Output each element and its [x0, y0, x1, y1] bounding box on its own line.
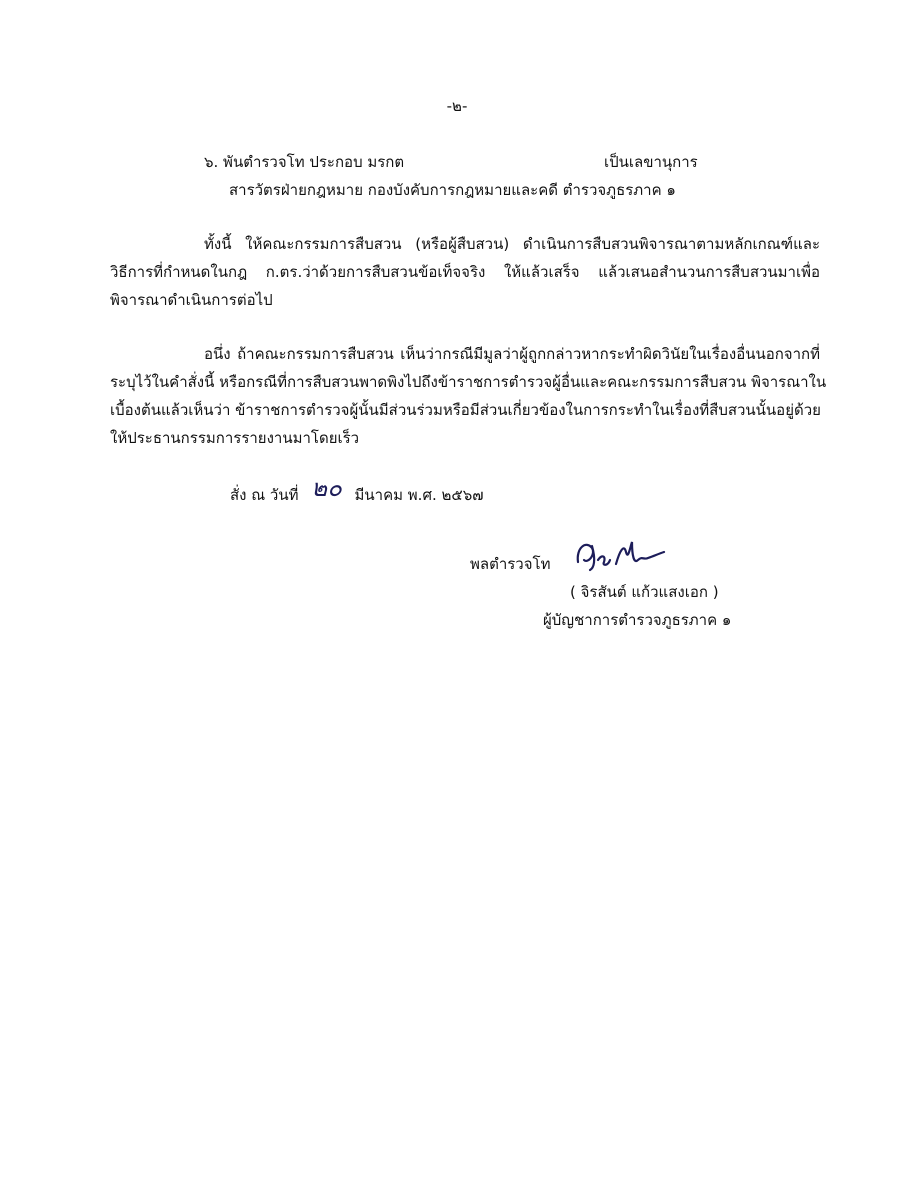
order-date	[230, 474, 484, 505]
member-name: ๖. พันตำรวจโท ประกอบ มรกต	[204, 153, 405, 171]
signatory-rank: พลตำรวจโท	[470, 555, 551, 573]
order-date-prefix: สั่ง ณ วันที่	[230, 486, 299, 504]
signatory-title: ผู้บัญชาการตำรวจภูธรภาค ๑	[543, 611, 732, 629]
paragraph-1-line-1: ทั้งนี้ ให้คณะกรรมการสืบสวน (หรือผู้สืบสวน) ดำเนินการสืบสวนพิจารณาตามหลักเกณฑ์และ	[204, 235, 820, 253]
order-date-month-year: มีนาคม พ.ศ. ๒๕๖๗	[354, 486, 484, 504]
page-number: -๒-	[446, 97, 468, 115]
paragraph-2-line-4: ให้ประธานกรรมการรายงานมาโดยเร็ว	[110, 429, 360, 447]
paragraph-1-line-2: วิธีการที่กำหนดในกฎ ก.ตร.ว่าด้วยการสืบสวนข้อเท็จจริง ให้แล้วเสร็จ แล้วเสนอสำนวนการสืบสวนมาเพื่อ	[110, 263, 820, 281]
paragraph-2-line-1: อนึ่ง ถ้าคณะกรรมการสืบสวน เห็นว่ากรณีมีมูลว่าผู้ถูกกล่าวหากระทำผิดวินัยในเรื่องอื่นนอกจากที่	[204, 345, 820, 363]
signature-image	[570, 530, 670, 580]
member-affiliation: สารวัตรฝ่ายกฎหมาย กองบังคับการกฎหมายและคดี ตำรวจภูธรภาค ๑	[229, 181, 676, 199]
order-date-day: ๒๐	[311, 474, 342, 502]
signatory-name: ( จิรสันต์ แก้วแสงเอก )	[570, 583, 719, 601]
paragraph-2-line-3: เบื้องต้นแล้วเห็นว่า ข้าราชการตำรวจผู้นั้นมีส่วนร่วมหรือมีส่วนเกี่ยวข้องในการกระทำในเรื่องที่สืบสวนนั้นอยู่ด้วย	[110, 401, 821, 419]
paragraph-1-line-3: พิจารณาดำเนินการต่อไป	[110, 291, 273, 309]
member-role: เป็นเลขานุการ	[604, 153, 698, 171]
paragraph-2-line-2: ระบุไว้ในคำสั่งนี้ หรือกรณีที่การสืบสวนพาดพิงไปถึงข้าราชการตำรวจผู้อื่นและคณะกรรมการสืบสวน พิจารณาใน	[110, 373, 827, 391]
